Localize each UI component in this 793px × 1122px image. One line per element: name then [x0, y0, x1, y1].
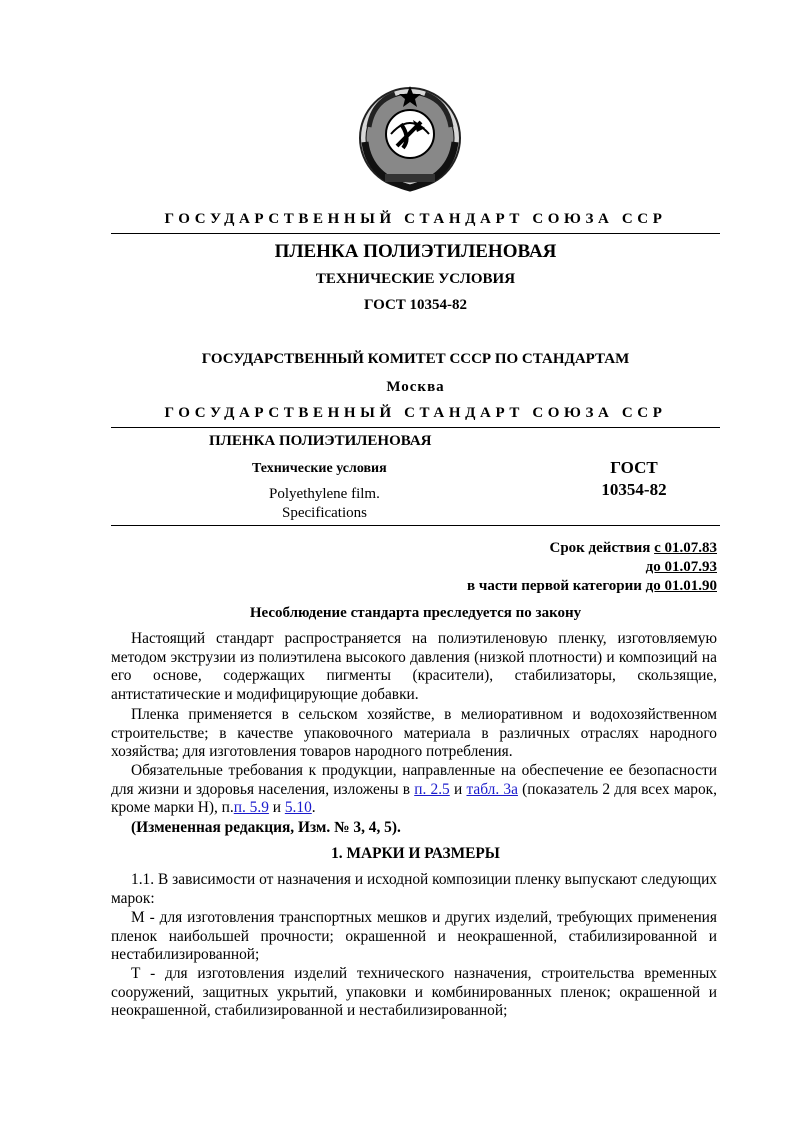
english-title-line2: Specifications [282, 505, 367, 521]
ussr-emblem [355, 82, 465, 194]
section-1-p1-text: 1.1. В зависимости от назначения и исходной композиции пленку выпускают следующих марок: [111, 871, 717, 907]
publication-city: Москва [386, 379, 445, 395]
intro-paragraph-2 [111, 706, 717, 762]
intro-p2-text: Пленка применяется в сельском хозяйстве, в мелиоративном и водохозяйственном строительстве; в качестве упаковочного материала в различных отраслях народного хозяйства; для изготовления товаров народного потребления. [111, 706, 717, 761]
document-title: ПЛЕНКА ПОЛИЭТИЛЕНОВАЯ [274, 241, 557, 262]
section-1-paragraph-3 [111, 965, 717, 1021]
validity-to: до 01.07.93 [645, 559, 717, 575]
gost-label: ГОСТ [610, 458, 658, 477]
english-title-line1: Polyethylene film. [269, 486, 380, 502]
validity-label: Срок действия [549, 540, 651, 556]
section-1-p2-text: М - для изготовления транспортных мешков и других изделий, требующих применения пленок наибольшей прочности; окрашенной и неокрашенной, стабилизированной и нестабилизированной; [111, 909, 717, 964]
title-block-bottom-rule [111, 525, 720, 526]
intro-p3-text-b: и [449, 780, 467, 798]
committee-name: ГОСУДАРСТВЕННЫЙ КОМИТЕТ СССР ПО СТАНДАРТАМ [201, 351, 630, 367]
section-1-paragraph-1 [111, 871, 717, 908]
state-standard-heading-2: ГОСУДАРСТВЕННЫЙ СТАНДАРТ СОЮЗА ССР [164, 405, 667, 421]
link-clause-5-9[interactable]: п. 5.9 [233, 799, 269, 817]
intro-p3-text-a: Обязательные требования к продукции, направленные на обеспечение ее безопасности для жизни и здоровья населения, изложены в [111, 762, 717, 798]
gost-number: 10354-82 [601, 480, 667, 499]
edition-note: (Измененная редакция, Изм. № 3, 4, 5). [131, 819, 401, 836]
intro-p1-text: Настоящий стандарт распространяется на полиэтиленовую пленку, изготовляемую методом экструзии из полиэтилена высокого давления (низкой плотности) и композиций на его основе, содержащих пигменты (красители), стабилизаторы, скользящие, антистатические и модифицирующие добавки. [111, 630, 717, 703]
intro-p3-text-e: . [311, 799, 316, 817]
intro-p3-text-c: (показатель 2 для всех марок, кроме марки Н), п. [111, 780, 717, 817]
link-table-3a[interactable]: табл. 3а [466, 780, 518, 798]
link-clause-5-10[interactable]: 5.10 [284, 799, 312, 817]
intro-paragraph-3 [111, 762, 717, 818]
header-rule [111, 233, 720, 234]
validity-row-category [467, 578, 717, 595]
law-notice: Несоблюдение стандарта преследуется по закону [249, 605, 582, 621]
title-block-title: ПЛЕНКА ПОЛИЭТИЛЕНОВАЯ [209, 433, 432, 449]
intro-p3-text-d: и [268, 799, 285, 817]
section-1-heading: 1. МАРКИ И РАЗМЕРЫ [331, 845, 500, 862]
validity-row-to [646, 559, 717, 576]
section-1-p3-text: Т - для изготовления изделий технического назначения, строительства временных сооружений, защитных укрытий, упаковки и комбинированных пленок; окрашенной и неокрашенной, стабилизированной и нестабилизированной; [111, 965, 717, 1020]
validity-category-label: в части первой категории [467, 578, 642, 594]
validity-category-to: до 01.01.90 [645, 578, 717, 594]
intro-paragraph-1 [111, 630, 717, 704]
document-subtitle: ТЕХНИЧЕСКИЕ УСЛОВИЯ [315, 271, 516, 287]
section-1-paragraph-2 [111, 909, 717, 965]
title-block-top-rule [111, 427, 720, 428]
state-standard-heading: ГОСУДАРСТВЕННЫЙ СТАНДАРТ СОЮЗА ССР [164, 211, 667, 227]
validity-from: с 01.07.83 [654, 540, 717, 556]
validity-row-from [549, 540, 717, 557]
title-block-subtitle: Технические условия [252, 461, 387, 476]
gost-code: ГОСТ 10354-82 [363, 297, 468, 313]
link-clause-2-5[interactable]: п. 2.5 [414, 780, 450, 798]
